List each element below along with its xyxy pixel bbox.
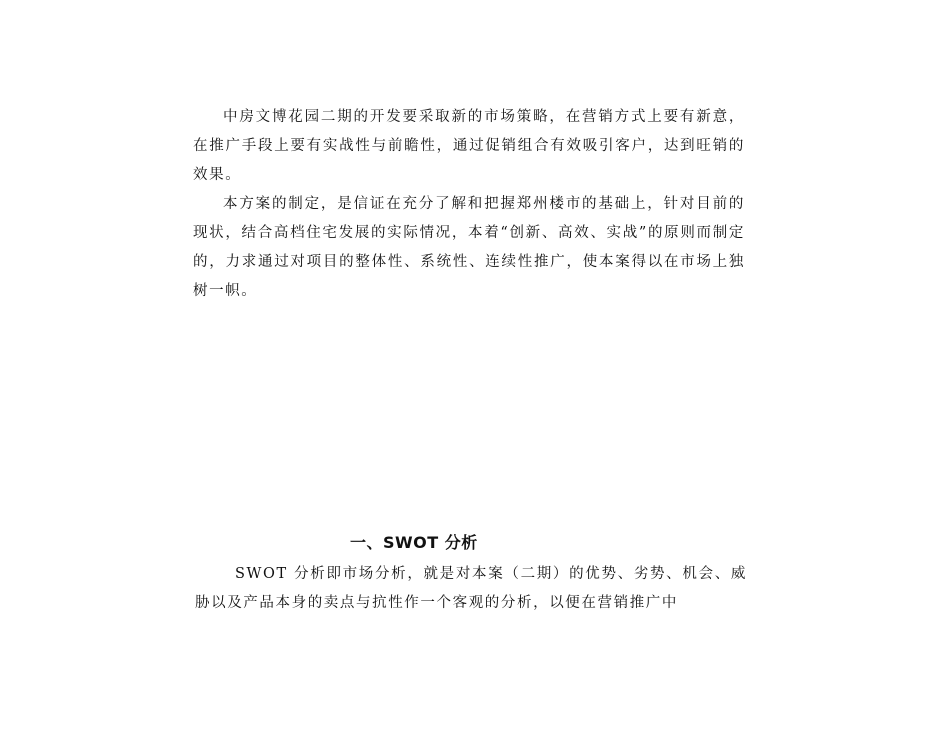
section-heading-swot: 一、SWOT 分析 (350, 533, 478, 552)
intro-paragraph-1: 中房文博花园二期的开发要采取新的市场策略，在营销方式上要有新意，在推广手段上要有实战性与前瞻性，通过促销组合有效吸引客户，达到旺销的效果。 (193, 109, 745, 183)
intro-block (193, 103, 745, 306)
intro-paragraph-2: 本方案的制定，是信证在充分了解和把握郑州楼市的基础上，针对目前的现状，结合高档住宅发展的实际情况，本着“创新、高效、实战”的原则而制定的，力求通过对项目的整体性、系统性、连续性推广，使本案得以在市场上独树一帜。 (193, 196, 745, 299)
swot-paragraph: SWOT 分析即市场分析，就是对本案（二期）的优势、劣势、机会、威胁以及产品本身的卖点与抗性作一个客观的分析，以便在营销推广中 (195, 566, 747, 611)
swot-section-body (195, 560, 747, 618)
